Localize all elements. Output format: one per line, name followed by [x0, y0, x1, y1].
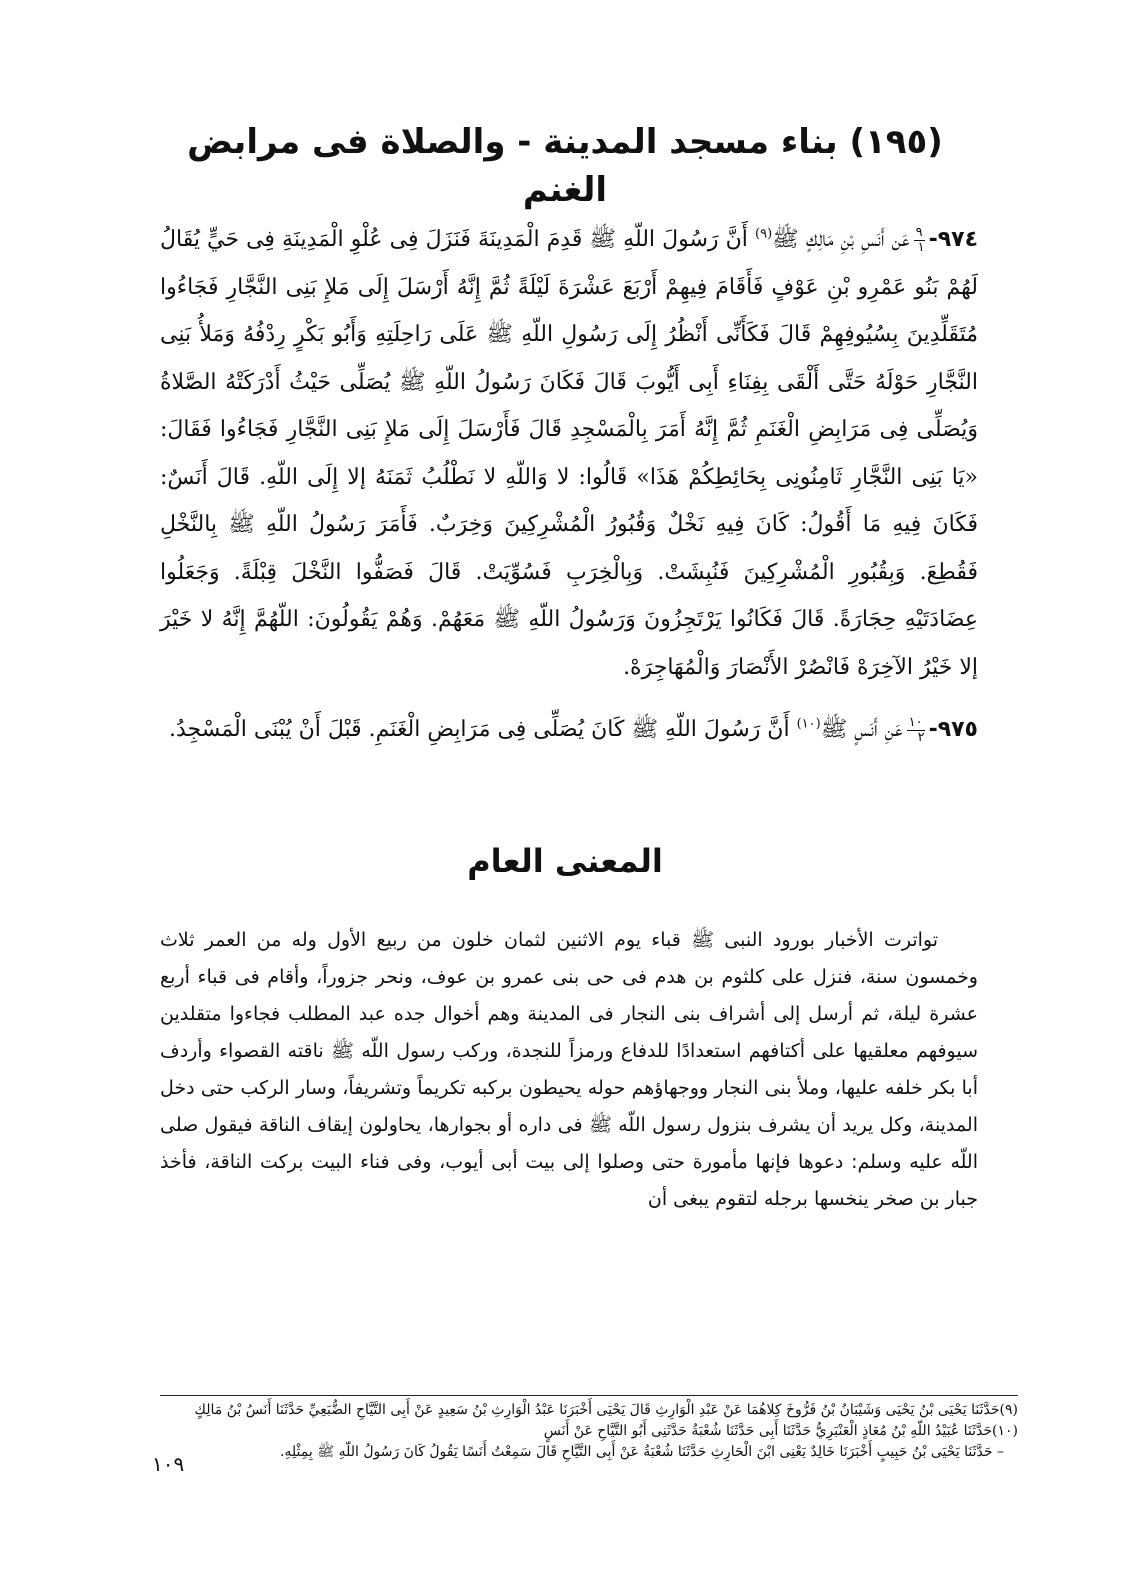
footnote-10: (١٠)حَدَّثَنَا عُبَيْدُ اللّهِ بْنُ مُعَاذٍ الْعَنْبَرِيُّ حَدَّثَنَا أَبِى حَدَّثَنَا شُعْبَةُ حَدَّثَنِى أَبُو التَّيَّاحِ عَنْ أَنَسٍ	[543, 1423, 1018, 1439]
hadith-narrator: عَن أَنَسِ بْنِ مَالِكٍ ﷺ	[772, 227, 910, 252]
section-heading: المعنى العام	[467, 842, 663, 880]
hadith-fraction	[914, 226, 925, 255]
hadith-text: أَنَّ رَسُولَ اللّهِ ﷺ قَدِمَ الْمَدِينَةَ فَنَزَلَ فِى عُلْوِ الْمَدِينَةِ فِى حَيٍّ يُقَالُ لَهُمْ بَنُو عَمْرِو بْنِ عَوْفٍ فَأَقَامَ فِيهِمْ أَرْبَعَ عَشْرَةَ لَيْلَةً ثُمَّ إِنَّهُ أَرْسَلَ إِلَى مَلإِ بَنِى النَّجَّارِ فَجَاءُوا مُتَقَلِّدِينَ بِسُيُوفِهِمْ قَالَ فَكَأَنِّى أَنْظُرُ إِلَى رَسُولِ اللّهِ ﷺ عَلَى رَاحِلَتِهِ وَأَبُو بَكْرٍ رِدْفُهُ وَمَلأُ بَنِى النَّجَّارِ حَوْلَهُ حَتَّى أَلْقَى بِفِنَاءِ أَبِى أَيُّوبَ قَالَ فَكَانَ رَسُولُ اللّهِ ﷺ يُصَلِّى حَيْثُ أَدْرَكَتْهُ الصَّلاةُ وَيُصَلِّى فِى مَرَابِضِ الْغَنَمِ ثُمَّ إِنَّهُ أَمَرَ بِالْمَسْجِدِ قَالَ فَأَرْسَلَ إِلَى مَلإِ بَنِى النَّجَّارِ فَجَاءُوا فَقَالَ: «يَا بَنِى النَّجَّارِ ثَامِنُونِى بِحَائِطِكُمْ هَذَا» قَالُوا: لا وَاللّهِ لا نَطْلُبُ ثَمَنَهُ إلا إِلَى اللّهِ. قَالَ أَنَسٌ: فَكَانَ فِيهِ مَا أَقُولُ: كَانَ فِيهِ نَخْلٌ وَقُبُورُ الْمُشْرِكِينَ وَخِرَبٌ. فَأَمَرَ رَسُولُ اللّهِ ﷺ بِالنَّخْلِ فَقُطِعَ. وَبِقُبُورِ الْمُشْرِكِينَ فَنُبِشَتْ. وَبِالْخِرَبِ فَسُوِّيَتْ. قَالَ فَصَفُّوا النَّخْلَ قِبْلَةً. وَجَعَلُوا عِضَادَتَيْهِ حِجَارَةً. قَالَ فَكَانُوا يَرْتَجِزُونَ وَرَسُولُ اللّهِ ﷺ مَعَهُمْ. وَهُمْ يَقُولُونَ: اللّهُمَّ إِنَّهُ لا خَيْرَ إلا خَيْرُ الآخِرَهْ فَانْصُرْ الأَنْصَارَ وَالْمُهَاجِرَهْ.	[160, 227, 978, 680]
footnote-ref: (٩)	[755, 226, 773, 242]
footnote-10-continuation: – حَدَّثَنَا يَحْيَى بْنُ حَبِيبٍ أَخْبَرَنَا خَالِدٌ يَعْنِى ابْنَ الْحَارِثِ حَدَّثَنَا شُعْبَةُ عَنْ أَبِى التَّيَّاحِ قَالَ سَمِعْتُ أَنَسًا يَقُولُ كَانَ رَسُولُ اللّهِ ﷺ بِمِثْلِهِ.	[279, 1444, 1004, 1460]
hadith-fraction	[907, 716, 925, 745]
fraction-bottom: ٢	[917, 729, 925, 745]
footnote-divider	[160, 1395, 1018, 1396]
footnote-9: (٩)حَدَّثَنَا يَحْيَى بْنُ يَحْيَى وَشَيْبَانُ بْنُ فَرُّوخَ كِلاهُمَا عَنْ عَبْدِ الْوَارِثِ قَالَ يَحْيَى أَخْبَرَنَا عَبْدُ الْوَارِثِ بْنُ سَعِيدٍ عَنْ أَبِى التَّيَّاحِ الضُّبَعِيِّ حَدَّثَنَا أَنَسُ بْنُ مَالِكٍ	[194, 1402, 1018, 1418]
hadith-number: ٩٧٥-	[928, 717, 978, 742]
hadith-974	[160, 216, 978, 691]
fraction-top: ١٠	[908, 714, 923, 730]
fraction-top: ٩	[915, 224, 923, 240]
fraction-bottom: ١	[917, 239, 925, 255]
hadith-text: أَنَّ رَسُولَ اللّهِ ﷺ كَانَ يُصَلِّى فِى مَرَابِضِ الْغَنَمِ. قَبْلَ أَنْ يُبْنَى الْمَسْجِدُ.	[168, 717, 790, 742]
chapter-title: (١٩٥) بناء مسجد المدينة - والصلاة فى مرابض الغنم	[187, 122, 943, 210]
footnote-ref: (١٠)	[796, 716, 821, 732]
hadith-number: ٩٧٤-	[928, 227, 979, 252]
general-meaning-paragraph: تواترت الأخبار بورود النبى ﷺ قباء يوم الاثنين لثمان خلون من ربيع الأول وله من العمر ثلاث وخمسون سنة، فنزل على كلثوم بن هدم فى حى بنى عمرو بن عوف، ونحر جزوراً، وأقام فى قباء أربع عشرة ليلة، ثم أرسل إلى أشراف بنى النجار فى المدينة وهم أخوال جده عبد المطلب فجاءوا متقلدين سيوفهم معلقيها على أكتافهم استعدادًا للدفاع ورمزاً للنجدة، وركب رسول اللّه ﷺ ناقته القصواء وأردف أبا بكر خلفه عليها، وملأ بنى النجار ووجهاؤهم حوله يحيطون بركبه تكريماً وتشريفاً، وسار الركب حتى دخل المدينة، وكل يريد أن يشرف بنزول رسول اللّه ﷺ فى داره أو بجوارها، يحاولون إيقاف الناقة فيقول صلى اللّه عليه وسلم: دعوها فإنها مأمورة حتى وصلوا إلى بيت أبى أيوب، وفى فناء البيت بركت الناقة، فأخذ جبار بن صخر ينخسها برجله لتقوم يبغى أن	[160, 929, 978, 1210]
page-number: ١٠٩	[152, 1452, 185, 1476]
footnotes	[160, 1400, 1018, 1463]
hadith-975	[160, 706, 978, 754]
hadith-narrator: عَنِ أَنَسٍ ﷺ	[820, 717, 903, 742]
